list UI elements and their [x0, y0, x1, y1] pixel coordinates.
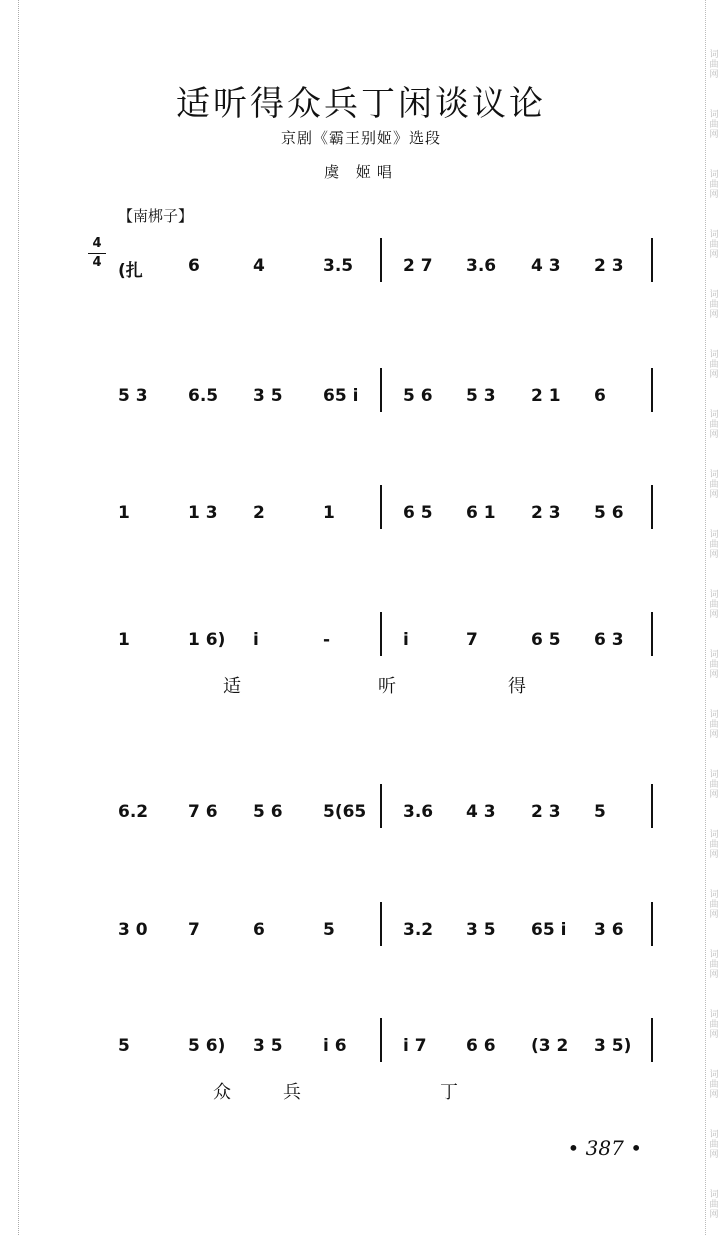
note-group: 5 6 [403, 386, 433, 406]
note-group: 4 3 [531, 256, 561, 276]
barline [651, 902, 653, 946]
lyric-char: 听 [378, 676, 396, 697]
note-group: 5 3 [466, 386, 496, 406]
note-group: 3.6 [403, 802, 434, 822]
watermark-text: 词曲网 [709, 230, 719, 260]
note-group: i [253, 630, 259, 650]
note-group: 1 3 [188, 503, 218, 523]
lyric-char: 丁 [440, 1082, 458, 1103]
watermark-text: 词曲网 [709, 1010, 719, 1040]
note-group: 3 6 [594, 920, 624, 940]
lyric-char: 兵 [283, 1082, 301, 1103]
note-group: 65 i [531, 920, 567, 940]
left-margin-line [18, 0, 35, 1235]
note-group: 3 5 [253, 1036, 283, 1056]
note-group: 3 5 [466, 920, 496, 940]
barline [651, 784, 653, 828]
watermark-text: 词曲网 [709, 590, 719, 620]
lyric-char: 众 [213, 1082, 231, 1103]
watermark-text: 词曲网 [709, 290, 719, 320]
singer-credit: 虞 姬唱 [324, 163, 398, 181]
score-row [88, 1036, 668, 1106]
barline [651, 368, 653, 412]
watermark-text: 词曲网 [709, 950, 719, 980]
watermark-text: 词曲网 [709, 50, 719, 80]
note-group: 5 3 [118, 386, 148, 406]
note-group: 3 0 [118, 920, 148, 940]
note-group: (扎 [118, 261, 143, 281]
note-group: 6 5 [403, 503, 433, 523]
note-group: 1 [323, 503, 335, 523]
watermark-text: 词曲网 [709, 770, 719, 800]
note-group: 3.2 [403, 920, 434, 940]
note-group: 6 5 [531, 630, 561, 650]
watermark-text: 词曲网 [709, 1130, 719, 1160]
note-group: 4 3 [466, 802, 496, 822]
note-group: 6 [188, 256, 200, 276]
watermark-text: 词曲网 [709, 410, 719, 440]
note-group: 5 [323, 920, 335, 940]
barline [380, 238, 382, 282]
note-group: 5 [118, 1036, 130, 1056]
note-group: 2 1 [531, 386, 561, 406]
watermark-text: 词曲网 [709, 170, 719, 200]
time-signature-bottom: 4 [92, 254, 102, 270]
note-group: 6 1 [466, 503, 496, 523]
tune-label: 【南梆子】 [118, 207, 194, 225]
score-row [88, 256, 668, 326]
lyric-char: 适 [223, 676, 241, 697]
note-group: 6 6 [466, 1036, 496, 1056]
note-group: 2 3 [531, 503, 561, 523]
note-group: 3.5 [323, 256, 354, 276]
barline [380, 902, 382, 946]
note-group: 6 3 [594, 630, 624, 650]
note-group: 5 [594, 802, 606, 822]
note-group: 2 [253, 503, 265, 523]
watermark-text: 词曲网 [709, 110, 719, 140]
time-signature-top: 4 [92, 236, 102, 251]
note-group: 65 i [323, 386, 359, 406]
note-group: 6 [594, 386, 606, 406]
watermark-text: 词曲网 [709, 710, 719, 740]
page-title: 适听得众兵丁闲谈议论 [176, 84, 546, 124]
note-group: i [403, 630, 409, 650]
note-group: - [323, 630, 331, 650]
note-group: 6.5 [188, 386, 219, 406]
note-group: 7 6 [188, 802, 218, 822]
score-row [88, 802, 668, 872]
watermark-text: 词曲网 [709, 1190, 719, 1220]
barline [651, 1018, 653, 1062]
note-group: 3.6 [466, 256, 497, 276]
note-group: 3 5 [253, 386, 283, 406]
score-row [88, 386, 668, 456]
note-group: 7 [188, 920, 200, 940]
barline [651, 485, 653, 529]
note-group: 5(65 [323, 802, 367, 822]
barline [380, 612, 382, 656]
note-group: 2 7 [403, 256, 433, 276]
note-group: 5 6) [188, 1036, 226, 1056]
page-number: • 387 • [567, 1136, 642, 1160]
barline [380, 368, 382, 412]
barline [380, 485, 382, 529]
note-group: 7 [466, 630, 478, 650]
watermark-text: 词曲网 [709, 650, 719, 680]
score-row [88, 920, 668, 990]
score-row [88, 503, 668, 573]
right-margin-strip [705, 0, 722, 1235]
note-group: (3 2 [531, 1036, 569, 1056]
note-group: 4 [253, 256, 265, 276]
watermark-text: 词曲网 [709, 890, 719, 920]
note-group: 6.2 [118, 802, 149, 822]
note-group: 5 6 [253, 802, 283, 822]
note-group: 2 3 [594, 256, 624, 276]
watermark-text: 词曲网 [709, 830, 719, 860]
note-group: 2 3 [531, 802, 561, 822]
note-group: 6 [253, 920, 265, 940]
watermark-text: 词曲网 [709, 470, 719, 500]
note-group: 1 [118, 503, 130, 523]
barline [380, 784, 382, 828]
watermark-text: 词曲网 [709, 350, 719, 380]
barline [651, 612, 653, 656]
note-group: 5 6 [594, 503, 624, 523]
note-group: i 7 [403, 1036, 427, 1056]
watermark-text: 词曲网 [709, 530, 719, 560]
watermark-text: 词曲网 [709, 1070, 719, 1100]
barline [380, 1018, 382, 1062]
note-group: 3 5) [594, 1036, 632, 1056]
note-group: 1 [118, 630, 130, 650]
barline [651, 238, 653, 282]
subtitle: 京剧《霸王别姬》选段 [280, 129, 441, 147]
note-group: 1 6) [188, 630, 226, 650]
score-row [88, 630, 668, 700]
note-group: i 6 [323, 1036, 347, 1056]
lyric-char: 得 [508, 676, 526, 697]
